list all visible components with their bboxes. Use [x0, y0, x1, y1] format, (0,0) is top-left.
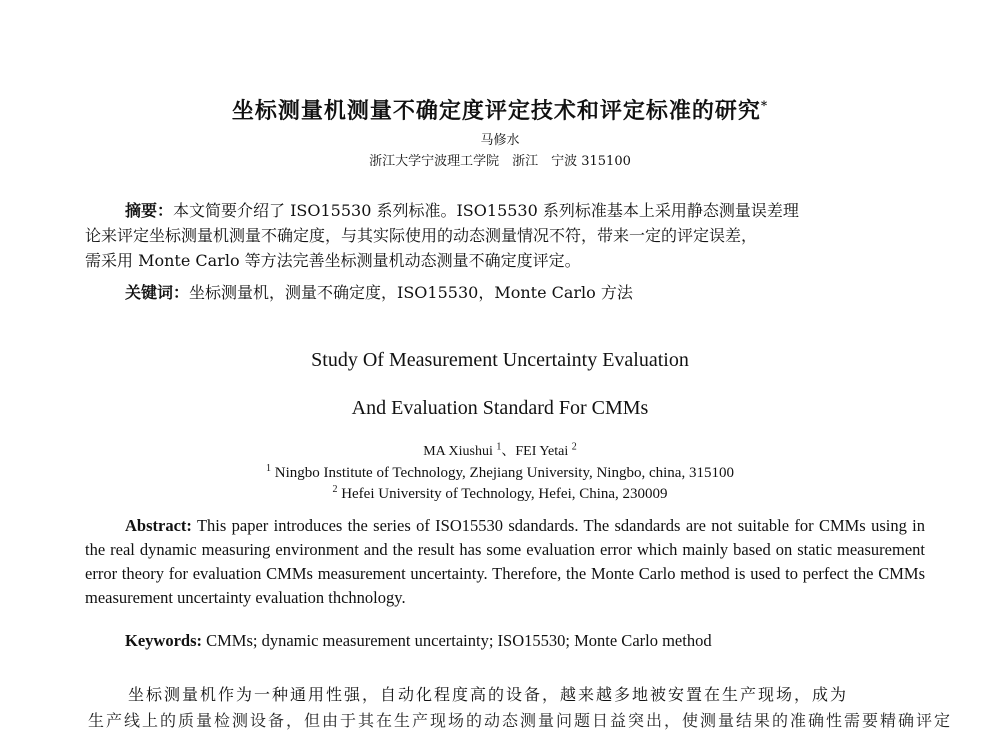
authors-en	[0, 440, 1000, 460]
keywords-en-text: CMMs; dynamic measurement uncertainty; ISO15530; Monte Carlo method	[206, 631, 712, 650]
affiliation-cn: 浙江大学宁波理工学院 浙江 宁波 315100	[369, 154, 631, 169]
abstract-en-text: This paper introduces the series of ISO15530 sdandards. The sdandards are not suitable for CMMs using in the real dynamic measuring environment and the result has some evaluation error which mainly based on static measurement error theory for evaluation CMMs measurement uncertainty. Therefore, the Monte Carlo method is used to perfect the CMMs measurement uncertainty evaluation thchnology.	[85, 516, 925, 607]
abstract-en	[85, 514, 925, 610]
affiliation-en-2	[0, 484, 1000, 503]
abstract-cn-line-1	[85, 198, 925, 223]
body-cut-line-text: 生产线上的质量检测设备，但由于其在生产现场的动态测量问题日益突出，使测量结果的准确性需要精确评定	[88, 711, 953, 730]
paper-title-en-line-2: And Evaluation Standard For CMMs	[351, 397, 649, 419]
body-paragraph-cn-cut-line	[88, 708, 953, 730]
affiliation-1-sup: 1	[266, 463, 272, 474]
affiliation-2-sup: 2	[332, 484, 338, 495]
abstract-cn-line-2: 论来评定坐标测量机测量不确定度，与其实际使用的动态测量情况不符，带来一定的评定误差，	[85, 226, 758, 245]
keywords-cn-label: 关键词：	[125, 283, 190, 302]
body-paragraph-cn: 坐标测量机作为一种通用性强，自动化程度高的设备，越来越多地被安置在生产现场，成为	[128, 685, 849, 704]
paper-title-cn	[0, 94, 1000, 125]
keywords-en-label: Keywords:	[125, 631, 202, 650]
paper-title-en-line-1: Study Of Measurement Uncertainty Evaluation	[311, 349, 689, 371]
abstract-cn-label: 摘要：	[125, 201, 174, 220]
abstract-en-label: Abstract:	[125, 516, 192, 535]
keywords-cn-text: 坐标测量机，测量不确定度，ISO15530，Monte Carlo 方法	[189, 283, 633, 302]
author-separator: 、	[501, 444, 516, 459]
author-2: FEI Yetai	[515, 444, 569, 459]
author-1: MA Xiushui	[423, 444, 493, 459]
abstract-cn-text-1: 本文简要介绍了 ISO15530 系列标准。ISO15530 系列标准基本上采用静态测量误差理	[173, 201, 799, 220]
keywords-cn	[125, 280, 633, 303]
abstract-cn	[85, 198, 925, 273]
author-2-sup: 2	[571, 441, 577, 453]
keywords-en	[125, 631, 712, 651]
affiliation-2-text: Hefei University of Technology, Hefei, China, 230009	[341, 486, 668, 502]
author-1-sup: 1	[496, 441, 502, 453]
affiliation-1-text: Ningbo Institute of Technology, Zhejiang University, Ningbo, china, 315100	[274, 465, 734, 481]
affiliation-en-1	[0, 463, 1000, 482]
title-footnote-mark: *	[760, 98, 769, 113]
paper-title-cn-text: 坐标测量机测量不确定度评定技术和评定标准的研究	[231, 98, 761, 124]
abstract-cn-line-3: 需采用 Monte Carlo 等方法完善坐标测量机动态测量不确定度评定。	[85, 251, 581, 270]
author-cn: 马修水	[480, 133, 520, 148]
